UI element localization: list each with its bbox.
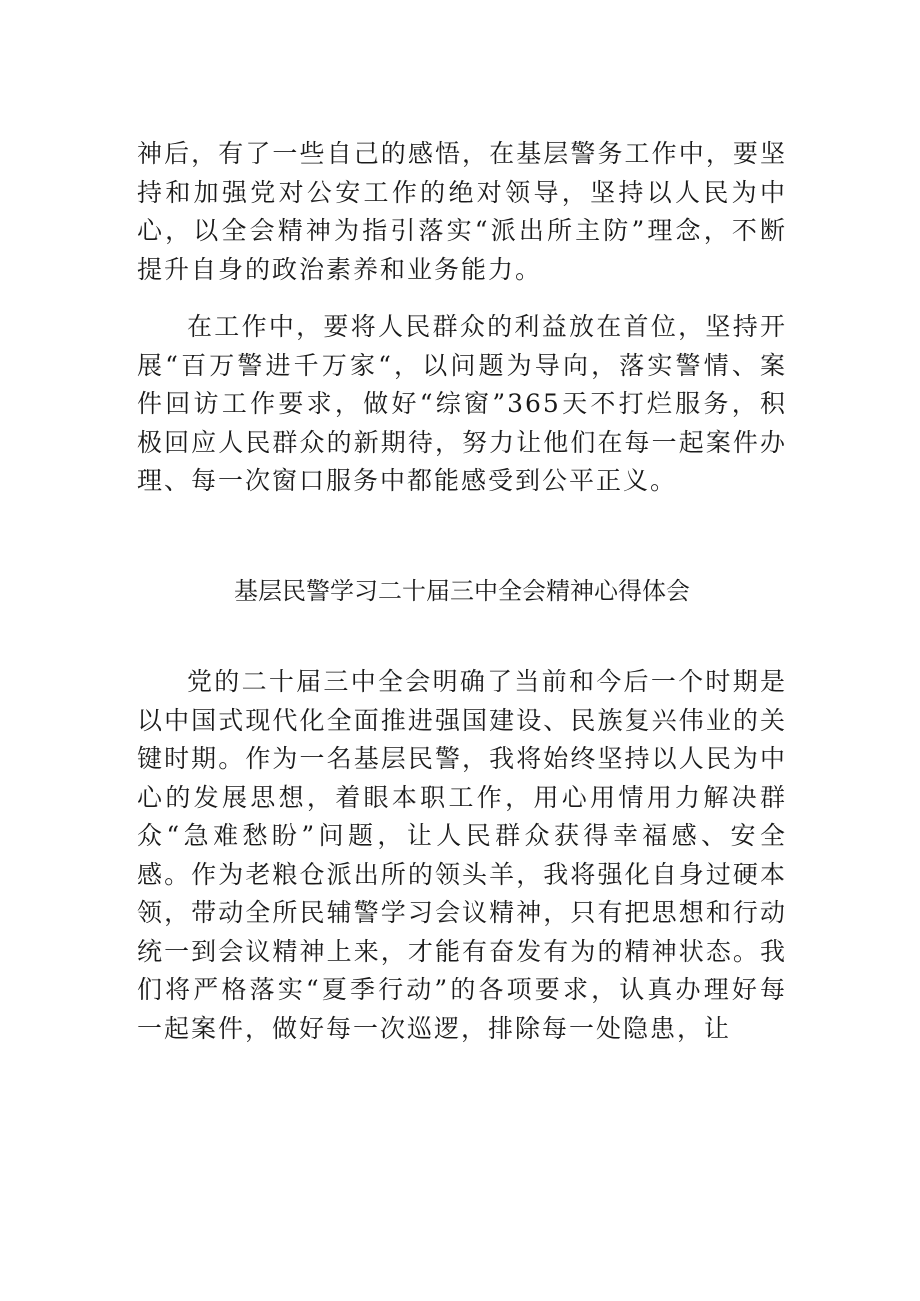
paragraph-continuation: 神后，有了一些自己的感悟，在基层警务工作中，要坚持和加强党对公安工作的绝对领导，坚持以人民为中心，以全会精神为指引落实“派出所主防”理念，不断提升自身的政治素养和业务能力。 [137,139,787,284]
paragraph-work: 在工作中，要将人民群众的利益放在首位，坚持开展“百万警进千万家“，以问题为导向，落实警情、案件回访工作要求，做好“综窗”365天不打烂服务，积极回应人民群众的新期待，努力让他们在每一起案件办理、每一次窗口服务中都能感受到公平正义。 [137,312,787,495]
section-title: 基层民警学习二十届三中全会精神心得体会 [234,577,690,605]
paragraph-plenum: 党的二十届三中全会明确了当前和今后一个时期是以中国式现代化全面推进强国建设、民族复兴伟业的关键时期。作为一名基层民警，我将始终坚持以人民为中心的发展思想，着眼本职工作，用心用情用力解决群众“急难愁盼”问题，让人民群众获得幸福感、安全感。作为老粮仓派出所的领头羊，我将强化自身过硬本领，带动全所民辅警学习会议精神，只有把思想和行动统一到会议精神上来，才能有奋发有为的精神状态。我们将严格落实“夏季行动”的各项要求，认真办理好每一起案件，做好每一次巡逻，排除每一处隐患，让 [137,667,787,1043]
